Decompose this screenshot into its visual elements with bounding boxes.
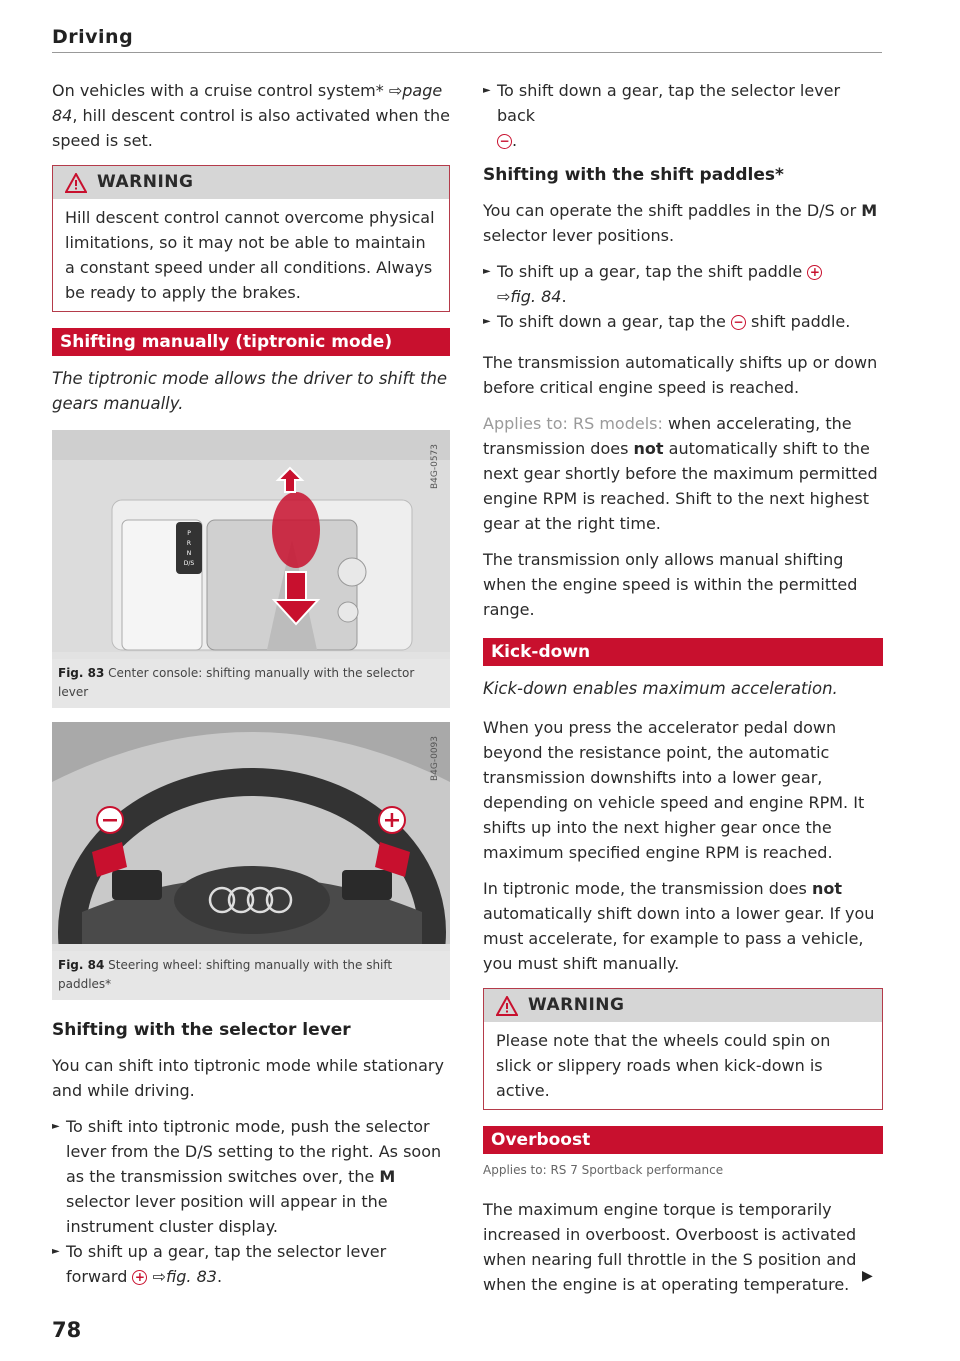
instruction-bullet: ► To shift into tiptronic mode, push the selector lever from the D/S setting to the right. As soon as the transmission switches over, the M selector lever position will appear in the instrument cluster display. <box>52 1114 450 1239</box>
figure-84 <box>52 722 450 1000</box>
warning-box <box>52 165 450 312</box>
paragraph: In tiptronic mode, the transmission does not automatically shift down into a lower gear. If you must accelerate, for example to pass a vehicle, you must shift manually. <box>483 879 875 973</box>
warning-header: WARNING <box>53 166 449 199</box>
instruction-bullet: ► To shift down a gear, tap the − shift paddle. <box>483 309 883 334</box>
header-rule <box>52 52 882 53</box>
cruise-paragraph: On vehicles with a cruise control system* ⇨page 84, hill descent control is also activated when the speed is set. <box>52 81 450 150</box>
section-title: Shifting manually (tiptronic mode) <box>52 328 450 356</box>
warning-header: WARNING <box>484 989 882 1022</box>
center-console-image <box>52 430 450 659</box>
minus-icon: − <box>731 315 746 330</box>
right-column <box>483 78 883 1308</box>
section-title: Kick-down <box>483 638 883 666</box>
left-column <box>52 78 450 1289</box>
paragraph: You can shift into tiptronic mode while stationary and while driving. <box>52 1056 444 1100</box>
paragraph: The maximum engine torque is temporarily increased in overboost. Overboost is activated when nearing full throttle in the S position and when the engine is at operating temperature. <box>483 1200 857 1294</box>
figure-code: B4G-0093 <box>430 736 440 782</box>
applies-to-note: Applies to: RS 7 Sportback performance <box>483 1163 724 1177</box>
section-intro: Kick-down enables maximum acceleration. <box>483 679 838 698</box>
continue-arrow-icon: ▶ <box>862 1268 873 1284</box>
steering-wheel-image <box>52 722 450 951</box>
svg-text:R: R <box>186 540 192 547</box>
subsection-heading: Shifting with the shift paddles* <box>483 165 784 185</box>
paragraph: The transmission only allows manual shifting when the engine speed is within the permitted range. <box>483 550 858 619</box>
cross-reference-link[interactable]: ⇨page 84 <box>52 81 443 125</box>
paragraph: When you press the accelerator pedal down beyond the resistance point, the automatic transmission downshifts into a lower gear, depending on vehicle speed and engine RPM. It shifts up into the next higher gear once the maximum specified engine RPM is reached. <box>483 718 865 862</box>
figure-caption: Fig. 84 Steering wheel: shifting manually with the shift paddles* <box>52 951 450 1000</box>
svg-text:D/S: D/S <box>183 560 195 567</box>
section-intro: The tiptronic mode allows the driver to shift the gears manually. <box>52 369 448 413</box>
warning-body: Hill descent control cannot overcome physical limitations, so it may not be able to maintain a constant speed under all conditions. Always be ready to apply the brakes. <box>65 208 435 302</box>
minus-icon: − <box>497 134 512 149</box>
svg-text:P: P <box>187 530 191 537</box>
subsection-heading: Shifting with the selector lever <box>52 1020 351 1040</box>
cross-reference-link[interactable]: ⇨fig. 83 <box>152 1267 217 1286</box>
instruction-bullet: ► To shift up a gear, tap the shift paddle + ⇨fig. 84. <box>483 259 883 309</box>
warning-body: Please note that the wheels could spin on slick or slippery roads when kick-down is active. <box>496 1031 831 1100</box>
instruction-bullet: ► To shift down a gear, tap the selector lever back − . <box>483 78 883 153</box>
figure-caption: Fig. 83 Center console: shifting manually with the selector lever <box>52 659 450 708</box>
cross-reference-link[interactable]: ⇨fig. 84 <box>497 287 562 306</box>
warning-box <box>483 988 883 1110</box>
plus-icon: + <box>807 265 822 280</box>
instruction-bullet: ► To shift up a gear, tap the selector lever forward + ⇨fig. 83. <box>52 1239 450 1289</box>
paragraph: You can operate the shift paddles in the D/S or M selector lever positions. <box>483 201 878 245</box>
svg-text:N: N <box>186 550 192 557</box>
warning-triangle-icon <box>65 173 87 193</box>
section-title: Overboost <box>483 1126 883 1154</box>
plus-icon: + <box>132 1270 147 1285</box>
page-number: 78 <box>52 1318 82 1342</box>
paragraph: The transmission automatically shifts up or down before critical engine speed is reached. <box>483 353 878 397</box>
figure-83 <box>52 430 450 708</box>
paragraph: Applies to: RS models: when accelerating, the transmission does not automatically shift to the next gear shortly before the maximum permitted engine RPM is reached. Shift to the next highest gear at the right time. <box>483 414 878 533</box>
warning-triangle-icon <box>496 996 518 1016</box>
page-header: Driving <box>52 26 134 48</box>
figure-code: B4G-0573 <box>430 444 440 490</box>
